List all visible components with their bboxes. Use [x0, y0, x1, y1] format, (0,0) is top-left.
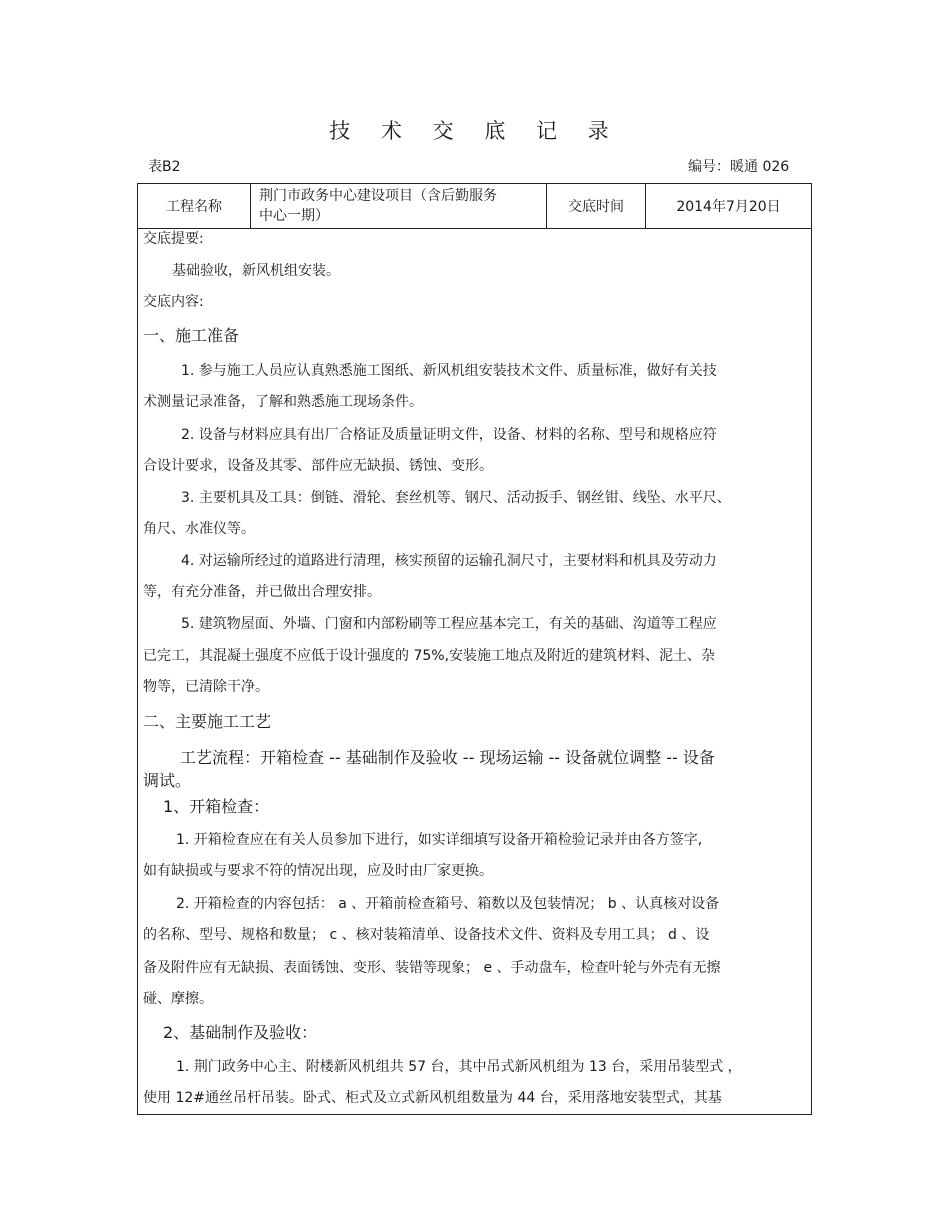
project-name-line: 荆门市政务中心建设项目（含后勤服务 — [259, 188, 497, 204]
document-title: 技 术 交 底 记 录 — [329, 119, 621, 143]
paragraph-line: 3. 主要机具及工具：倒链、滑轮、套丝机等、钢尺、活动扳手、钢丝钳、线坠、水平尺、 — [181, 490, 731, 506]
paragraph-line: 2. 设备与材料应具有出厂合格证及质量证明文件，设备、材料的名称、型号和规格应符 — [181, 427, 717, 443]
disclosure-time-value: 2014年7月20日 — [676, 199, 781, 215]
process-flow-line: 工艺流程：开箱检查 -- 基础制作及验收 -- 现场运输 -- 设备就位调整 -- 设备 — [180, 748, 715, 767]
serial-number: 编号：暖通 026 — [688, 159, 790, 175]
paragraph-line: 4. 对运输所经过的道路进行清理，核实预留的运输孔洞尺寸，主要材料和机具及劳动力 — [181, 553, 717, 569]
section-title: 一、施工准备 — [143, 326, 240, 345]
summary-text: 基础验收，新风机组安装。 — [172, 263, 340, 279]
paragraph-line: 2. 开箱检查的内容包括： a 、开箱前检查箱号、箱数以及包装情况； b 、认真核对设备 — [176, 896, 720, 912]
paragraph-line: 1. 参与施工人员应认真熟悉施工图纸、新风机组安装技术文件、质量标准，做好有关技 — [181, 363, 717, 379]
paragraph-line: 1. 开箱检查应在有关人员参加下进行，如实详细填写设备开箱检验记录并由各方签字, — [176, 832, 703, 848]
paragraph-line: 备及附件应有无缺损、表面锈蚀、变形、装错等现象； e 、手动盘车，检查叶轮与外壳有无擦 — [143, 960, 721, 976]
paragraph-line: 等，有充分准备，并已做出合理安排。 — [143, 584, 381, 600]
project-name-line: 中心一期） — [259, 208, 329, 224]
paragraph-line: 物等，已清除干净。 — [143, 679, 269, 695]
content-label: 交底内容: — [143, 294, 204, 310]
form-number: 表B2 — [148, 159, 181, 175]
paragraph-line: 合设计要求，设备及其零、部件应无缺损、锈蚀、变形。 — [143, 458, 493, 474]
paragraph-line: 角尺、水准仪等。 — [143, 521, 255, 537]
paragraph-line: 使用 12#通丝吊杆吊装。卧式、柜式及立式新风机组数量为 44 台，采用落地安装型式，其基 — [143, 1090, 722, 1106]
paragraph-line: 5. 建筑物屋面、外墙、门窗和内部粉刷等工程应基本完工，有关的基础、沟道等工程应 — [181, 616, 717, 632]
project-name-label: 工程名称 — [138, 184, 251, 228]
paragraph-line: 碰、摩擦。 — [143, 991, 213, 1007]
subsection-title: 1、开箱检查： — [163, 797, 270, 816]
summary-label: 交底提要: — [143, 231, 204, 247]
paragraph-line: 的名称、型号、规格和数量； c 、核对装箱清单、设备技术文件、资料及专用工具； d 、设 — [143, 927, 710, 943]
paragraph-line: 1. 荆门政务中心主、附楼新风机组共 57 台，其中吊式新风机组为 13 台，采用吊装型式 ， — [176, 1059, 742, 1075]
subsection-title: 2、基础制作及验收： — [163, 1023, 318, 1042]
disclosure-time-label: 交底时间 — [547, 184, 646, 228]
project-name-value — [251, 184, 547, 228]
paragraph-line: 如有缺损或与要求不符的情况出现，应及时由厂家更换。 — [143, 863, 493, 879]
record-table — [137, 183, 812, 1115]
process-flow-line: 调试。 — [143, 771, 192, 790]
header-row — [138, 184, 811, 229]
paragraph-line: 已完工，其混凝土强度不应低于设计强度的 75%,安装施工地点及附近的建筑材料、泥土、杂 — [143, 648, 716, 664]
section-title: 二、主要施工工艺 — [143, 712, 272, 731]
paragraph-line: 术测量记录准备，了解和熟悉施工现场条件。 — [143, 394, 423, 410]
